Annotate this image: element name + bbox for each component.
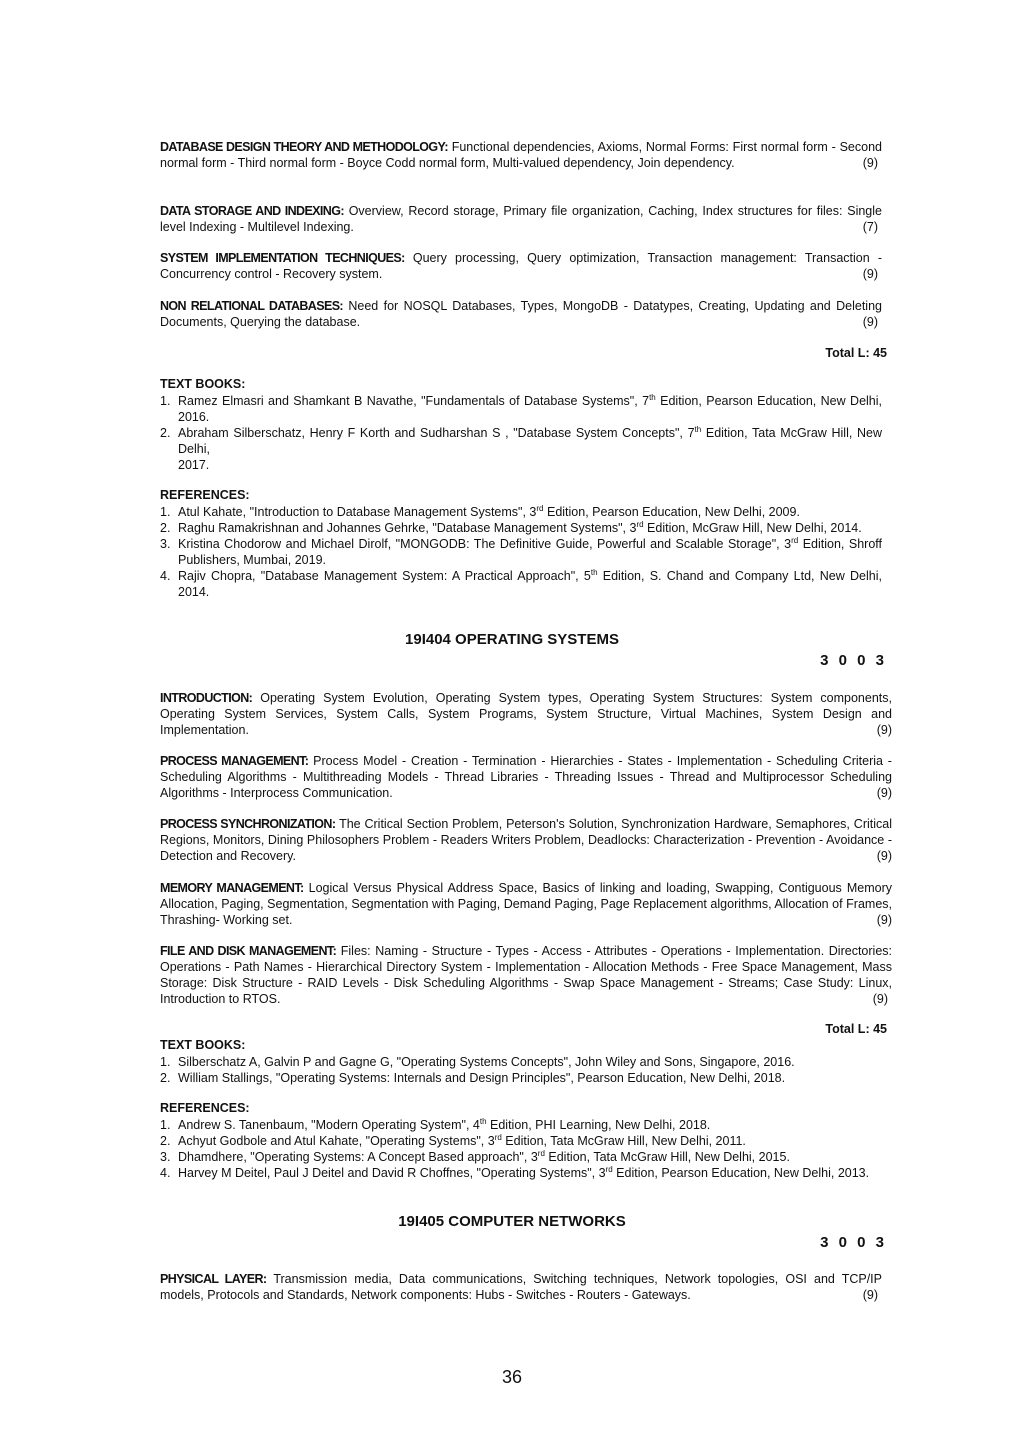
item-number: 4. [160,569,171,583]
unit-hours: (9) [876,849,892,863]
unit-text: Need for NOSQL Databases, Types, MongoDB - Datatypes, Creating, Updating and Deleting Documents, Querying the database. [160,299,882,329]
item-number: 3. [160,537,171,551]
item-text: Harvey M Deitel, Paul J Deitel and David R Choffnes, "Operating Systems", 3rd Edition, Pearson Education, New Delhi, 2013. [178,1164,870,1180]
db-references-list [160,504,882,600]
list-item [160,393,882,425]
list-item [160,425,882,473]
unit-hours: (9) [876,786,892,800]
os-textbooks-heading: TEXT BOOKS: [160,1038,246,1052]
item-number: 1. [160,394,171,408]
item-text: Silberschatz A, Galvin P and Gagne G, "Operating Systems Concepts", John Wiley and Sons, Singapore, 2016. [178,1055,795,1069]
unit-heading: DATA STORAGE AND INDEXING: [160,204,344,218]
item-number: 2. [160,426,171,440]
list-item [160,536,882,568]
list-item [160,1165,900,1181]
os-total-hours: Total L: 45 [825,1022,887,1036]
list-item [160,568,882,600]
list-item [160,520,882,536]
item-text: Atul Kahate, "Introduction to Database Management Systems", 3rd Edition, Pearson Education, New Delhi, 2009. [178,503,800,519]
item-text: Andrew S. Tanenbaum, "Modern Operating System", 4th Edition, PHI Learning, New Delhi, 2018. [178,1116,711,1132]
item-text: Raghu Ramakrishnan and Johannes Gehrke, "Database Management Systems", 3rd Edition, McGraw Hill, New Delhi, 2014. [178,519,862,535]
unit-text: Query processing, Query optimization, Transaction management: Transaction - Concurrency control - Recovery system. [160,251,882,281]
unit-text: Overview, Record storage, Primary file organization, Caching, Index structures for files: Single level Indexing - Multilevel Indexing. [160,204,882,234]
unit-heading: PHYSICAL LAYER: [160,1272,267,1286]
db-total-hours: Total L: 45 [825,346,887,360]
unit-text: The Critical Section Problem, Peterson's Solution, Synchronization Hardware, Semaphores, Critical Regions, Monitors, Dining Philosophers Problem - Readers Writers Problem, Deadlocks: Characterization - Prevention - Avoidance - Detection and Recovery. [160,817,892,863]
os-textbooks-list [160,1054,900,1086]
item-text: Rajiv Chopra, "Database Management System: A Practical Approach", 5th Edition, S. Chand and Company Ltd, New Delhi, 2014. [178,567,882,599]
unit-heading: PROCESS MANAGEMENT: [160,754,309,768]
list-item [160,504,882,520]
db-unit-3 [160,250,882,282]
os-references-list [160,1117,900,1181]
db-textbooks-heading: TEXT BOOKS: [160,377,246,391]
unit-hours: (9) [862,315,878,329]
unit-text: Process Model - Creation - Termination - Hierarchies - States - Implementation - Scheduling Criteria - Scheduling Algorithms - Multithreading Models - Thread Libraries - Threading Issues - Thread and Multiprocessor Scheduling Algorithms - Interprocess Communication. [160,754,892,800]
list-item [160,1133,900,1149]
item-number: 2. [160,521,171,535]
item-text: Abraham Silberschatz, Henry F Korth and Sudharshan S , "Database System Concepts", 7th Edition, Tata McGraw Hill, New Delhi, 2017. [178,424,883,472]
db-references-heading: REFERENCES: [160,488,250,502]
item-text: Kristina Chodorow and Michael Dirolf, "MONGODB: The Definitive Guide, Powerful and Scalable Storage", 3rd Edition, Shroff Publishers, Mumbai, 2019. [178,535,883,567]
os-unit-4 [160,880,892,928]
db-unit-2 [160,203,882,235]
unit-heading: FILE AND DISK MANAGEMENT: [160,944,337,958]
unit-hours: (9) [862,267,878,281]
unit-text: Transmission media, Data communications, Switching techniques, Network topologies, OSI and TCP/IP models, Protocols and Standards, Network components: Hubs - Switches - Routers - Gateways. [160,1272,882,1302]
item-number: 1. [160,1118,171,1132]
cn-course-title: 19I405 COMPUTER NETWORKS [398,1213,626,1230]
cn-unit-1 [160,1271,882,1303]
unit-text: Functional dependencies, Axioms, Normal Forms: First normal form - Second normal form - Third normal form - Boyce Codd normal form, Multi-valued dependency, Join dependency. [160,140,882,170]
os-credits: 3 0 0 3 [820,652,887,669]
list-item [160,1117,900,1133]
list-item [160,1054,900,1070]
item-number: 3. [160,1150,171,1164]
list-item [160,1070,900,1086]
unit-heading: PROCESS SYNCHRONIZATION: [160,817,336,831]
item-text: William Stallings, "Operating Systems: Internals and Design Principles", Pearson Education, New Delhi, 2018. [178,1071,786,1085]
unit-heading: INTRODUCTION: [160,691,253,705]
os-references-heading: REFERENCES: [160,1101,250,1115]
os-course-title: 19I404 OPERATING SYSTEMS [405,631,619,648]
unit-heading: NON RELATIONAL DATABASES: [160,299,343,313]
db-unit-1 [160,139,882,171]
unit-hours: (7) [862,220,878,234]
os-unit-1 [160,690,892,738]
unit-text: Files: Naming - Structure - Types - Access - Attributes - Operations - Implementation. Directories: Operations - Path Names - Hierarchical Directory System - Implementation - Allocation Methods - Free Space Management, Mass Storage: Disk Structure - RAID Levels - Disk Scheduling Algorithms - Swap Space Management - Streams; Case Study: Linux, Introduction to RTOS. [160,944,892,1006]
unit-hours: (9) [872,992,888,1006]
item-number: 2. [160,1134,171,1148]
page-number: 36 [501,1367,523,1387]
os-unit-2 [160,753,892,801]
os-unit-5 [160,943,892,1007]
unit-text: Logical Versus Physical Address Space, Basics of linking and loading, Swapping, Contiguous Memory Allocation, Paging, Segmentation, Segmentation with Paging, Demand Paging, Page Replacement algorithms, Allocation of Frames, Thrashing- Working set. [160,881,892,927]
item-number: 1. [160,1055,171,1069]
unit-hours: (9) [862,156,878,170]
unit-hours: (9) [876,723,892,737]
db-unit-4 [160,298,882,330]
unit-heading: DATABASE DESIGN THEORY AND METHODOLOGY: [160,140,448,154]
item-text: Dhamdhere, "Operating Systems: A Concept Based approach", 3rd Edition, Tata McGraw Hill, New Delhi, 2015. [178,1148,790,1164]
unit-text: Operating System Evolution, Operating System types, Operating System Structures: System components, Operating System Services, System Calls, System Programs, System Structure, Virtual Machines, System Design and Implementation. [160,691,892,737]
item-text: Ramez Elmasri and Shamkant B Navathe, "Fundamentals of Database Systems", 7th Edition, Pearson Education, New Delhi, 2016. [178,392,882,424]
unit-heading: SYSTEM IMPLEMENTATION TECHNIQUES: [160,251,405,265]
unit-heading: MEMORY MANAGEMENT: [160,881,304,895]
db-textbooks-list [160,393,882,473]
list-item [160,1149,900,1165]
unit-hours: (9) [876,913,892,927]
os-unit-3 [160,816,892,864]
item-number: 4. [160,1166,171,1180]
cn-credits: 3 0 0 3 [820,1234,887,1251]
item-text: Achyut Godbole and Atul Kahate, "Operating Systems", 3rd Edition, Tata McGraw Hill, New Delhi, 2011. [178,1132,746,1148]
item-number: 2. [160,1071,171,1085]
unit-hours: (9) [862,1288,878,1302]
item-number: 1. [160,505,171,519]
